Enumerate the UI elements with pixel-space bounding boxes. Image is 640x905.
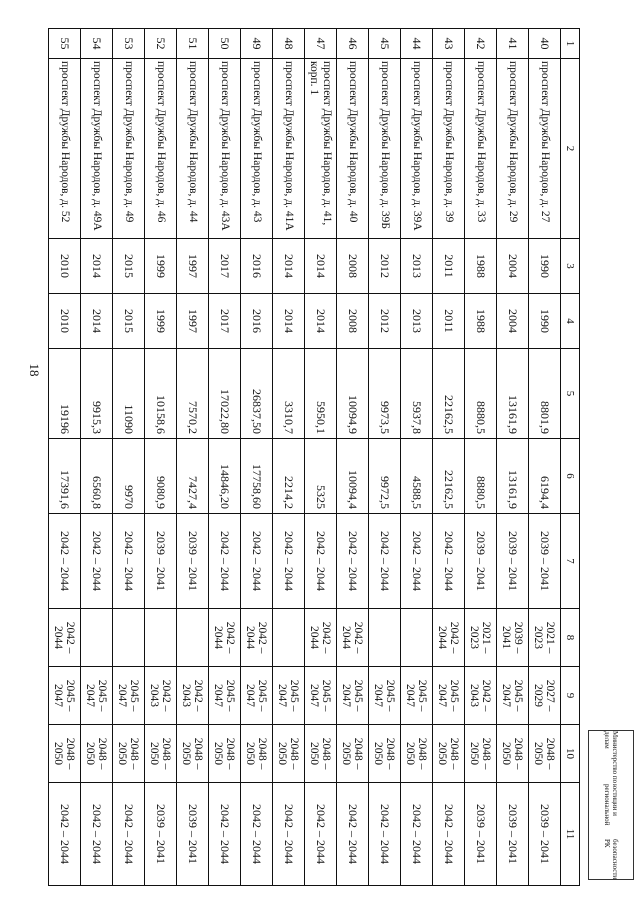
table-cell-col-6: 17758,60 bbox=[241, 439, 273, 514]
table-cell-col-3: 2011 bbox=[433, 239, 465, 294]
table-cell-col-4: 1990 bbox=[529, 294, 561, 349]
column-header-11: 11 bbox=[561, 783, 580, 886]
table-cell-col-4: 2014 bbox=[305, 294, 337, 349]
table-cell-col-9: 2045 – 2047 bbox=[241, 667, 273, 725]
table-cell-col-4: 2010 bbox=[49, 294, 81, 349]
table-cell-col-11: 2042 – 2044 bbox=[337, 783, 369, 886]
table-cell-col-11: 2039 – 2041 bbox=[177, 783, 209, 886]
table-cell-col-5: 19196 bbox=[49, 349, 81, 439]
table-cell-col-10: 2048 – 2050 bbox=[305, 725, 337, 783]
table-cell-col-9: 2042 – 2043 bbox=[145, 667, 177, 725]
table-cell-col-5: 8801,9 bbox=[529, 349, 561, 439]
table-cell-col-10: 2048 – 2050 bbox=[337, 725, 369, 783]
table-cell-col-10: 2048 – 2050 bbox=[177, 725, 209, 783]
table-cell-col-1: 47 bbox=[305, 29, 337, 59]
table-cell-col-1: 42 bbox=[465, 29, 497, 59]
table-cell-col-2: проспект Дружбы Народов, д. 33 bbox=[465, 59, 497, 239]
table-cell-col-10: 2048 – 2050 bbox=[113, 725, 145, 783]
table-cell-col-2: проспект Дружбы Народов, д. 29 bbox=[497, 59, 529, 239]
table-cell-col-6: 22162,5 bbox=[433, 439, 465, 514]
stamp-line: Министерство по делам bbox=[603, 731, 619, 784]
table-cell-col-2: проспект Дружбы Народов, д. 39 bbox=[433, 59, 465, 239]
table-cell-col-7: 2039 – 2041 bbox=[529, 514, 561, 609]
table-row bbox=[209, 29, 241, 886]
table-cell-col-6: 6194,4 bbox=[529, 439, 561, 514]
table-cell-col-11: 2039 – 2041 bbox=[497, 783, 529, 886]
table-cell-col-7: 2042 – 2044 bbox=[113, 514, 145, 609]
table-cell-col-8 bbox=[113, 609, 145, 667]
table-cell-col-8: 2042 – 2044 bbox=[49, 609, 81, 667]
table-cell-col-9: 2045 – 2047 bbox=[49, 667, 81, 725]
table-cell-col-6: 10094,4 bbox=[337, 439, 369, 514]
table-cell-col-3: 2014 bbox=[273, 239, 305, 294]
table-cell-col-9: 2045 – 2047 bbox=[113, 667, 145, 725]
table-row bbox=[433, 29, 465, 886]
table-cell-col-1: 55 bbox=[49, 29, 81, 59]
table-cell-col-9: 2045 – 2047 bbox=[369, 667, 401, 725]
table-cell-col-11: 2042 – 2044 bbox=[401, 783, 433, 886]
table-cell-col-7: 2042 – 2044 bbox=[209, 514, 241, 609]
table-cell-col-3: 2004 bbox=[497, 239, 529, 294]
table-row bbox=[177, 29, 209, 886]
table-row bbox=[305, 29, 337, 886]
table-cell-col-8: 2042 – 2044 bbox=[337, 609, 369, 667]
table-cell-col-2: проспект Дружбы Народов, д. 43 bbox=[241, 59, 273, 239]
table-cell-col-4: 2008 bbox=[337, 294, 369, 349]
table-cell-col-6: 2214,2 bbox=[273, 439, 305, 514]
table-cell-col-6: 9970 bbox=[113, 439, 145, 514]
table-cell-col-5: 5950,1 bbox=[305, 349, 337, 439]
table-body bbox=[49, 29, 561, 886]
page-number: 18 bbox=[27, 363, 42, 377]
table-cell-col-1: 44 bbox=[401, 29, 433, 59]
table-cell-col-8: 2042 – 2044 bbox=[433, 609, 465, 667]
table-cell-col-6: 9080,9 bbox=[145, 439, 177, 514]
table-cell-col-3: 2010 bbox=[49, 239, 81, 294]
table-cell-col-4: 2017 bbox=[209, 294, 241, 349]
table-cell-col-1: 40 bbox=[529, 29, 561, 59]
table-cell-col-10: 2048 – 2050 bbox=[497, 725, 529, 783]
table-cell-col-9: 2042 – 2043 bbox=[177, 667, 209, 725]
table-cell-col-2: проспект Дружбы Народов, д. 41, корп. 1 bbox=[305, 59, 337, 239]
table-row bbox=[529, 29, 561, 886]
table-cell-col-7: 2042 – 2044 bbox=[433, 514, 465, 609]
table-cell-col-8 bbox=[273, 609, 305, 667]
table-cell-col-11: 2042 – 2044 bbox=[209, 783, 241, 886]
table-cell-col-9: 2045 – 2047 bbox=[497, 667, 529, 725]
table-cell-col-2: проспект Дружбы Народов, д. 49 bbox=[113, 59, 145, 239]
table-cell-col-11: 2042 – 2044 bbox=[241, 783, 273, 886]
table-cell-col-2: проспект Дружбы Народов, д. 52 bbox=[49, 59, 81, 239]
table-cell-col-1: 41 bbox=[497, 29, 529, 59]
table-cell-col-11: 2042 – 2044 bbox=[81, 783, 113, 886]
table-cell-col-2: проспект Дружбы Народов, д. 43А bbox=[209, 59, 241, 239]
table-cell-col-1: 54 bbox=[81, 29, 113, 59]
table-cell-col-5: 10158,6 bbox=[145, 349, 177, 439]
rotated-table-viewport bbox=[52, 28, 580, 885]
table-cell-col-9: 2045 – 2047 bbox=[401, 667, 433, 725]
table-row bbox=[113, 29, 145, 886]
table-cell-col-10: 2048 – 2050 bbox=[401, 725, 433, 783]
table-cell-col-5: 8880,5 bbox=[465, 349, 497, 439]
table-cell-col-3: 1999 bbox=[145, 239, 177, 294]
table-cell-col-7: 2042 – 2044 bbox=[369, 514, 401, 609]
column-header-1: 1 bbox=[561, 29, 580, 59]
table-cell-col-10: 2048 – 2050 bbox=[209, 725, 241, 783]
table-cell-col-2: проспект Дружбы Народов, д. 40 bbox=[337, 59, 369, 239]
table-cell-col-10: 2048 – 2050 bbox=[529, 725, 561, 783]
table-cell-col-10: 2048 – 2050 bbox=[465, 725, 497, 783]
table-cell-col-4: 1997 bbox=[177, 294, 209, 349]
table-cell-col-11: 2042 – 2044 bbox=[369, 783, 401, 886]
table-cell-col-9: 2045 – 2047 bbox=[273, 667, 305, 725]
table-cell-col-4: 2014 bbox=[273, 294, 305, 349]
table-cell-col-5: 9973,5 bbox=[369, 349, 401, 439]
table-cell-col-9: 2045 – 2047 bbox=[209, 667, 241, 725]
table-cell-col-3: 2012 bbox=[369, 239, 401, 294]
table-cell-col-5: 17022,80 bbox=[209, 349, 241, 439]
table-cell-col-6: 17391,6 bbox=[49, 439, 81, 514]
table-cell-col-7: 2042 – 2044 bbox=[81, 514, 113, 609]
table-cell-col-11: 2042 – 2044 bbox=[305, 783, 337, 886]
table-cell-col-4: 2015 bbox=[113, 294, 145, 349]
table-cell-col-1: 46 bbox=[337, 29, 369, 59]
table-cell-col-9: 2027 – 2029 bbox=[529, 667, 561, 725]
table-cell-col-8 bbox=[81, 609, 113, 667]
table-cell-col-8 bbox=[369, 609, 401, 667]
table-cell-col-3: 2017 bbox=[209, 239, 241, 294]
table-cell-col-5: 3310,7 bbox=[273, 349, 305, 439]
table-cell-col-6: 5325 bbox=[305, 439, 337, 514]
table-cell-col-4: 2012 bbox=[369, 294, 401, 349]
table-cell-col-11: 2042 – 2044 bbox=[433, 783, 465, 886]
table-cell-col-4: 2013 bbox=[401, 294, 433, 349]
table-cell-col-5: 7570,2 bbox=[177, 349, 209, 439]
table-cell-col-10: 2048 – 2050 bbox=[49, 725, 81, 783]
table-cell-col-10: 2048 – 2050 bbox=[241, 725, 273, 783]
table-cell-col-11: 2042 – 2044 bbox=[273, 783, 305, 886]
table-cell-col-1: 53 bbox=[113, 29, 145, 59]
table-cell-col-7: 2039 – 2041 bbox=[465, 514, 497, 609]
table-cell-col-5: 11090 bbox=[113, 349, 145, 439]
table-cell-col-1: 48 bbox=[273, 29, 305, 59]
table-cell-col-1: 49 bbox=[241, 29, 273, 59]
table-cell-col-7: 2042 – 2044 bbox=[273, 514, 305, 609]
table-cell-col-4: 1988 bbox=[465, 294, 497, 349]
table-cell-col-3: 2015 bbox=[113, 239, 145, 294]
table-cell-col-6: 8880,5 bbox=[465, 439, 497, 514]
table-cell-col-7: 2039 – 2041 bbox=[177, 514, 209, 609]
table-cell-col-9: 2045 – 2047 bbox=[305, 667, 337, 725]
table-cell-col-8: 2039 – 2041 bbox=[497, 609, 529, 667]
table-cell-col-3: 2014 bbox=[81, 239, 113, 294]
table-cell-col-11: 2039 – 2041 bbox=[465, 783, 497, 886]
column-header-9: 9 bbox=[561, 667, 580, 725]
table-cell-col-3: 2014 bbox=[305, 239, 337, 294]
table-cell-col-4: 2014 bbox=[81, 294, 113, 349]
table-cell-col-9: 2045 – 2047 bbox=[81, 667, 113, 725]
table-row bbox=[145, 29, 177, 886]
table-cell-col-8: 2042 – 2044 bbox=[241, 609, 273, 667]
table-cell-col-8: 2042 – 2044 bbox=[209, 609, 241, 667]
column-header-2: 2 bbox=[561, 59, 580, 239]
table-cell-col-5: 10094,9 bbox=[337, 349, 369, 439]
table-cell-col-2: проспект Дружбы Народов, д. 39Б bbox=[369, 59, 401, 239]
table-cell-col-6: 7427,4 bbox=[177, 439, 209, 514]
table-row bbox=[273, 29, 305, 886]
table-cell-col-8 bbox=[401, 609, 433, 667]
table-cell-col-7: 2039 – 2041 bbox=[497, 514, 529, 609]
column-header-5: 5 bbox=[561, 349, 580, 439]
housing-repair-schedule-table bbox=[48, 28, 580, 886]
table-cell-col-7: 2042 – 2044 bbox=[49, 514, 81, 609]
column-header-3: 3 bbox=[561, 239, 580, 294]
table-cell-col-2: проспект Дружбы Народов, д. 27 bbox=[529, 59, 561, 239]
table-cell-col-8: 2021 – 2023 bbox=[465, 609, 497, 667]
table-cell-col-10: 2048 – 2050 bbox=[433, 725, 465, 783]
table-cell-col-2: проспект Дружбы Народов, д. 39А bbox=[401, 59, 433, 239]
table-cell-col-2: проспект Дружбы Народов, д. 46 bbox=[145, 59, 177, 239]
table-cell-col-5: 22162,5 bbox=[433, 349, 465, 439]
table-cell-col-7: 2042 – 2044 bbox=[305, 514, 337, 609]
table-row bbox=[497, 29, 529, 886]
table-row bbox=[369, 29, 401, 886]
column-header-4: 4 bbox=[561, 294, 580, 349]
column-header-6: 6 bbox=[561, 439, 580, 514]
table-cell-col-6: 4588,5 bbox=[401, 439, 433, 514]
table-cell-col-6: 9972,5 bbox=[369, 439, 401, 514]
table-cell-col-10: 2048 – 2050 bbox=[273, 725, 305, 783]
table-cell-col-2: проспект Дружбы Народов, д. 44 bbox=[177, 59, 209, 239]
table-cell-col-3: 2016 bbox=[241, 239, 273, 294]
table-cell-col-4: 2016 bbox=[241, 294, 273, 349]
table-row bbox=[241, 29, 273, 886]
table-cell-col-6: 14846,20 bbox=[209, 439, 241, 514]
table-cell-col-1: 52 bbox=[145, 29, 177, 59]
table-cell-col-3: 1990 bbox=[529, 239, 561, 294]
table-cell-col-4: 2011 bbox=[433, 294, 465, 349]
table-cell-col-4: 1999 bbox=[145, 294, 177, 349]
table-cell-col-7: 2039 – 2041 bbox=[145, 514, 177, 609]
table-cell-col-8: 2021 – 2023 bbox=[529, 609, 561, 667]
table-cell-col-10: 2048 – 2050 bbox=[81, 725, 113, 783]
stamp-line: безопасности РК bbox=[603, 838, 619, 879]
column-header-8: 8 bbox=[561, 609, 580, 667]
table-cell-col-11: 2042 – 2044 bbox=[113, 783, 145, 886]
table-cell-col-1: 45 bbox=[369, 29, 401, 59]
table-cell-col-10: 2048 – 2050 bbox=[369, 725, 401, 783]
table-cell-col-1: 50 bbox=[209, 29, 241, 59]
table-cell-col-5: 5937,8 bbox=[401, 349, 433, 439]
table-cell-col-9: 2042 – 2043 bbox=[465, 667, 497, 725]
table-cell-col-7: 2042 – 2044 bbox=[337, 514, 369, 609]
table-cell-col-6: 13161,9 bbox=[497, 439, 529, 514]
column-header-7: 7 bbox=[561, 514, 580, 609]
table-cell-col-7: 2042 – 2044 bbox=[241, 514, 273, 609]
table-cell-col-4: 2004 bbox=[497, 294, 529, 349]
table-row bbox=[81, 29, 113, 886]
table-cell-col-8 bbox=[145, 609, 177, 667]
table-cell-col-10: 2048 – 2050 bbox=[145, 725, 177, 783]
rotated-table-container bbox=[52, 28, 580, 885]
stamp-line: юстиции и региональной bbox=[603, 783, 619, 825]
table-header-row bbox=[561, 29, 580, 886]
table-cell-col-1: 43 bbox=[433, 29, 465, 59]
table-cell-col-5: 26837,50 bbox=[241, 349, 273, 439]
column-header-10: 10 bbox=[561, 725, 580, 783]
table-row bbox=[337, 29, 369, 886]
table-cell-col-2: проспект Дружбы Народов, д. 49А bbox=[81, 59, 113, 239]
table-row bbox=[465, 29, 497, 886]
table-cell-col-9: 2045 – 2047 bbox=[337, 667, 369, 725]
registration-stamp bbox=[588, 730, 634, 880]
table-cell-col-5: 13161,9 bbox=[497, 349, 529, 439]
table-cell-col-9: 2045 – 2047 bbox=[433, 667, 465, 725]
table-cell-col-8: 2042 – 2044 bbox=[305, 609, 337, 667]
table-cell-col-3: 2008 bbox=[337, 239, 369, 294]
table-row bbox=[401, 29, 433, 886]
table-cell-col-3: 1997 bbox=[177, 239, 209, 294]
table-cell-col-6: 6560,8 bbox=[81, 439, 113, 514]
table-cell-col-11: 2039 – 2041 bbox=[145, 783, 177, 886]
table-cell-col-1: 51 bbox=[177, 29, 209, 59]
table-cell-col-7: 2042 – 2044 bbox=[401, 514, 433, 609]
table-cell-col-11: 2039 – 2041 bbox=[529, 783, 561, 886]
table-cell-col-2: проспект Дружбы Народов, д. 41А bbox=[273, 59, 305, 239]
table-cell-col-5: 9915,3 bbox=[81, 349, 113, 439]
table-cell-col-8 bbox=[177, 609, 209, 667]
table-cell-col-11: 2042 – 2044 bbox=[49, 783, 81, 886]
table-row bbox=[49, 29, 81, 886]
table-cell-col-3: 2013 bbox=[401, 239, 433, 294]
table-cell-col-3: 1988 bbox=[465, 239, 497, 294]
